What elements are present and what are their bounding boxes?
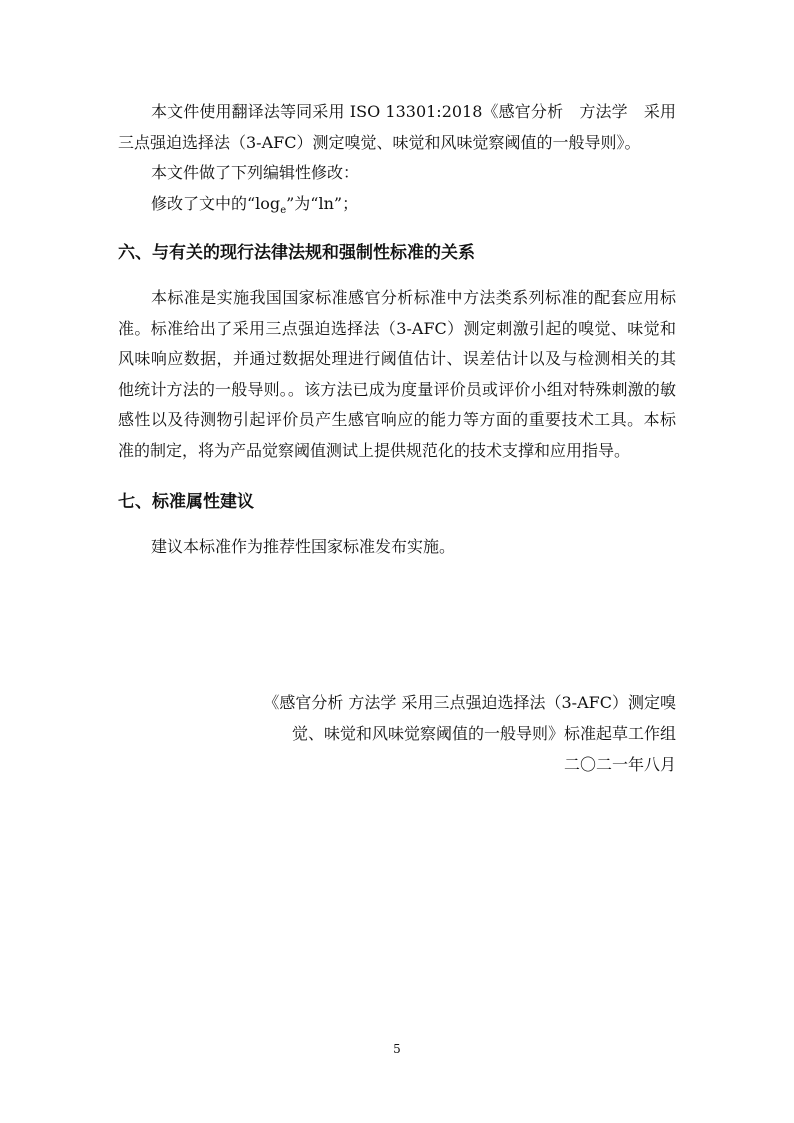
signature-date: 二〇二一年八月	[563, 755, 676, 774]
section-7-heading: 七、标准属性建议	[118, 492, 254, 512]
section-6-heading: 六、与有关的现行法律法规和强制性标准的关系	[118, 243, 475, 263]
signature-line-2: 觉、味觉和风味觉察阈值的一般导则》标准起草工作组	[291, 724, 676, 743]
page-number: 5	[393, 1042, 401, 1056]
intro-paragraph-edits: 本文件做了下列编辑性修改：	[151, 163, 360, 182]
signature-line-1: 《感官分析 方法学 采用三点强迫选择法（3-AFC）测定嗅	[263, 693, 676, 712]
section-6-body: 本标准是实施我国国家标准感官分析标准中方法类系列标准的配套应用标准。标准给出了采用三点强迫选择法（3-AFC）测定刺激引起的嗅觉、味觉和风味响应数据，并通过数据处理进行阈值估计、误差估计以及与检测相关的其他统计方法的一般导则。。该方法已成为度量评价员或评价小组对特殊刺激的敏感性以及待测物引起评价员产生感官响应的能力等方面的重要技术工具。本标准的制定，将为产品觉察阈值测试上提供规范化的技术支撑和应用指导。	[118, 288, 676, 460]
log-change-prefix: 修改了文中的“log	[151, 194, 281, 213]
intro-paragraph-adoption: 本文件使用翻译法等同采用 ISO 13301:2018《感官分析 方法学 采用三点强迫选择法（3-AFC）测定嗅觉、味觉和风味觉察阈值的一般导则》。	[118, 102, 676, 152]
log-change-suffix: ”为“ln”；	[286, 194, 359, 213]
section-7-body: 建议本标准作为推荐性国家标准发布实施。	[151, 537, 456, 556]
intro-paragraph-log-change	[118, 189, 676, 227]
log-change-subscript: e	[280, 205, 287, 217]
